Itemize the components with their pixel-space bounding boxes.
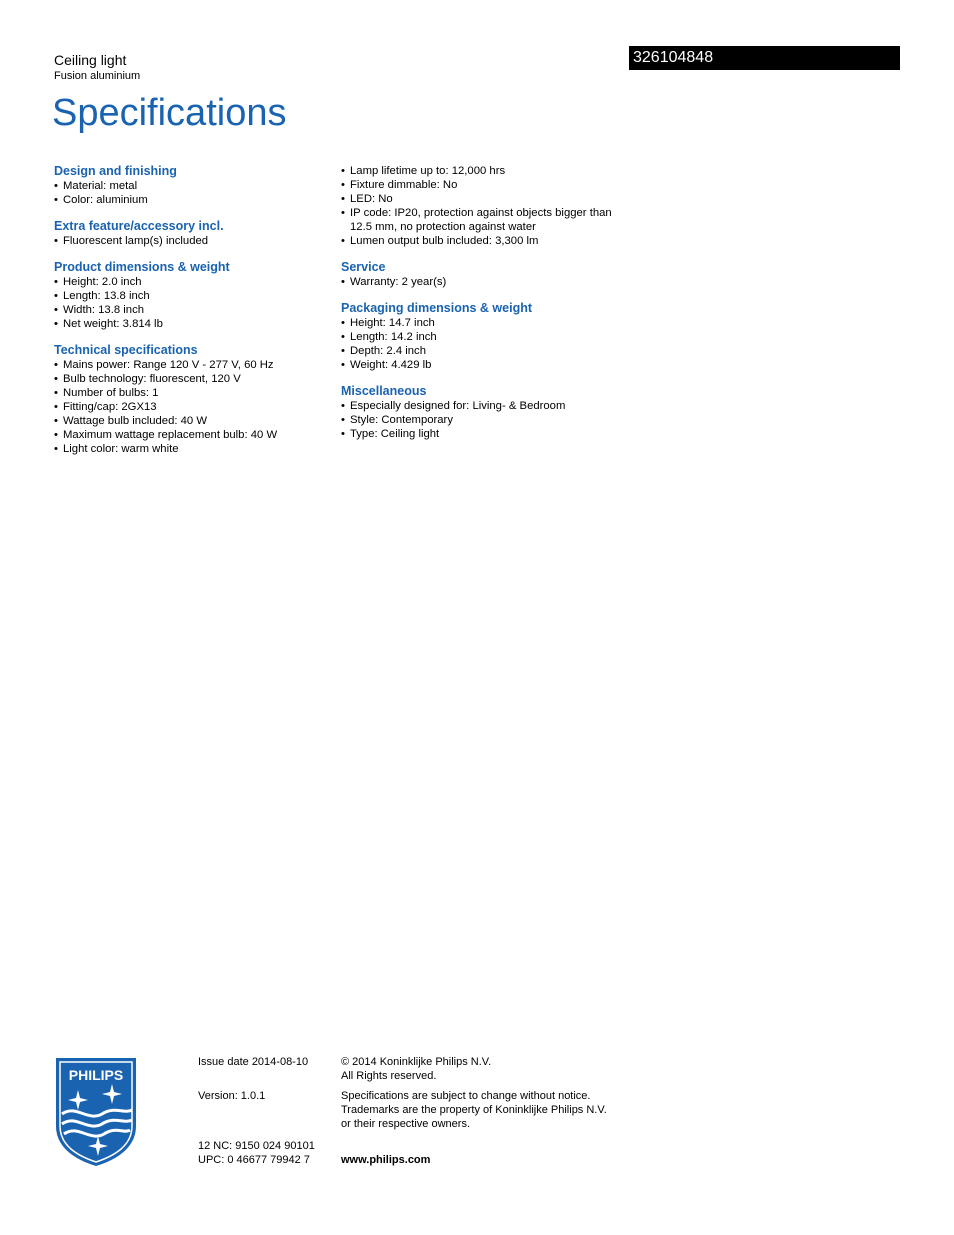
spec-section bbox=[54, 164, 344, 207]
section-heading: Service bbox=[341, 260, 386, 274]
spec-item: • Type: Ceiling light bbox=[341, 427, 641, 441]
continued-spec-list bbox=[341, 164, 641, 248]
spec-item: • Weight: 4.429 lb bbox=[341, 358, 641, 372]
section-heading: Packaging dimensions & weight bbox=[341, 301, 533, 315]
section-heading: Product dimensions & weight bbox=[54, 260, 230, 274]
nc-number: 12 NC: 9150 024 90101 bbox=[198, 1140, 315, 1152]
legal-notice bbox=[341, 1089, 607, 1131]
spec-item: • Mains power: Range 120 V - 277 V, 60 Hz bbox=[54, 358, 344, 372]
spec-item: • Maximum wattage replacement bulb: 40 W bbox=[54, 428, 344, 442]
upc-number: UPC: 0 46677 79942 7 bbox=[198, 1154, 310, 1166]
rights-line: All Rights reserved. bbox=[341, 1070, 437, 1082]
section-heading: Technical specifications bbox=[54, 343, 198, 357]
copyright-line: © 2014 Koninklijke Philips N.V. bbox=[341, 1056, 492, 1068]
spec-item: • Number of bulbs: 1 bbox=[54, 386, 344, 400]
spec-item: • Depth: 2.4 inch bbox=[341, 344, 641, 358]
spec-item: • Lamp lifetime up to: 12,000 hrs bbox=[341, 164, 641, 178]
spec-item: • Wattage bulb included: 40 W bbox=[54, 414, 344, 428]
spec-section bbox=[54, 219, 344, 248]
section-heading: Design and finishing bbox=[54, 164, 177, 178]
spec-item: • Color: aluminium bbox=[54, 193, 344, 207]
spec-item: • Net weight: 3.814 lb bbox=[54, 317, 344, 331]
product-title: Ceiling light bbox=[54, 52, 127, 68]
spec-column-right bbox=[341, 164, 641, 441]
svg-text:PHILIPS: PHILIPS bbox=[68, 1067, 124, 1083]
version: Version: 1.0.1 bbox=[198, 1090, 266, 1102]
product-identifiers bbox=[198, 1139, 315, 1167]
spec-item: • Height: 2.0 inch bbox=[54, 275, 344, 289]
section-heading: Miscellaneous bbox=[341, 384, 427, 398]
spec-section bbox=[341, 260, 641, 289]
spec-item: • Width: 13.8 inch bbox=[54, 303, 344, 317]
spec-section bbox=[341, 384, 641, 441]
spec-item: • Lumen output bulb included: 3,300 lm bbox=[341, 234, 641, 248]
spec-item: • IP code: IP20, protection against objects bigger than bbox=[341, 206, 641, 220]
notice-line: Trademarks are the property of Koninklijke Philips N.V. bbox=[341, 1104, 607, 1116]
notice-line: or their respective owners. bbox=[341, 1118, 470, 1130]
spec-item: • Light color: warm white bbox=[54, 442, 344, 456]
spec-item: • Material: metal bbox=[54, 179, 344, 193]
spec-item: • Fixture dimmable: No bbox=[341, 178, 641, 192]
issue-date: Issue date 2014-08-10 bbox=[198, 1056, 309, 1068]
notice-line: Specifications are subject to change without notice. bbox=[341, 1090, 591, 1102]
spec-item: • Especially designed for: Living- & Bedroom bbox=[341, 399, 641, 413]
spec-item: • Height: 14.7 inch bbox=[341, 316, 641, 330]
spec-column-left bbox=[54, 164, 344, 456]
spec-section bbox=[54, 260, 344, 331]
section-heading: Extra feature/accessory incl. bbox=[54, 219, 224, 233]
page-title: Specifications bbox=[52, 92, 287, 134]
spec-item: • Fluorescent lamp(s) included bbox=[54, 234, 344, 248]
spec-item: • Length: 14.2 inch bbox=[341, 330, 641, 344]
copyright bbox=[341, 1055, 491, 1083]
spec-section bbox=[54, 343, 344, 456]
spec-section bbox=[341, 301, 641, 372]
spec-item: • LED: No bbox=[341, 192, 641, 206]
spec-item: • Warranty: 2 year(s) bbox=[341, 275, 641, 289]
philips-shield-logo-icon bbox=[54, 1056, 138, 1168]
website-link[interactable]: www.philips.com bbox=[341, 1154, 431, 1166]
spec-item-continuation: 12.5 mm, no protection against water bbox=[350, 221, 536, 233]
spec-item: • Fitting/cap: 2GX13 bbox=[54, 400, 344, 414]
product-code-bar: 326104848 bbox=[629, 46, 900, 70]
product-subtitle: Fusion aluminium bbox=[54, 70, 141, 82]
spec-item: • Style: Contemporary bbox=[341, 413, 641, 427]
spec-item: • Length: 13.8 inch bbox=[54, 289, 344, 303]
spec-item: • Bulb technology: fluorescent, 120 V bbox=[54, 372, 344, 386]
